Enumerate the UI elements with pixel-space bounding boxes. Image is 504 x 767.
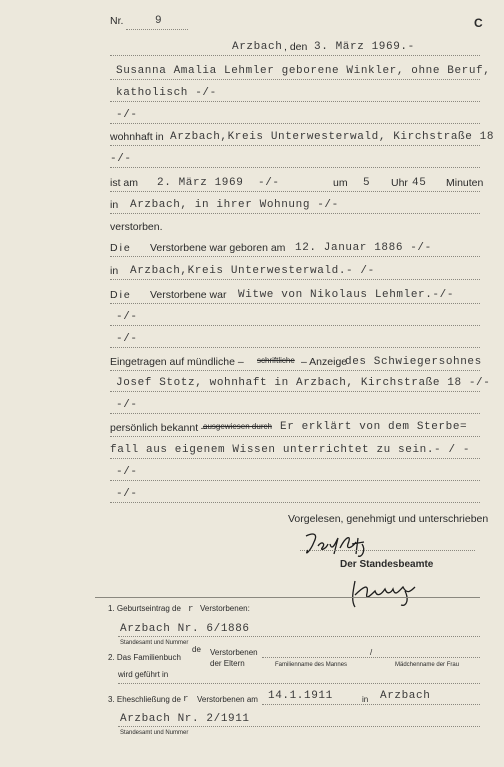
death-dash: -/-	[258, 177, 280, 189]
rule	[262, 704, 480, 705]
rule	[110, 191, 480, 192]
um-label: um	[333, 177, 348, 189]
birth-place: Arzbach,Kreis Unterwesterwald.- /-	[130, 265, 375, 277]
item3-caption: Standesamt und Nummer	[120, 730, 189, 736]
rule	[110, 145, 480, 146]
registration-value4: fall aus eigenem Wissen unterrichtet zu sein.- / -	[110, 444, 471, 456]
rule	[110, 213, 480, 214]
item1-caption: Standesamt und Nummer	[120, 640, 189, 646]
rule	[110, 79, 480, 80]
item1-typed: r	[188, 604, 195, 614]
registration-blank2: -/-	[116, 466, 138, 478]
informant-signature	[300, 530, 372, 562]
rule	[110, 101, 480, 102]
death-date: 2. März 1969	[157, 177, 244, 189]
death-minute: 45	[412, 177, 427, 189]
rule	[118, 683, 480, 684]
date-place: Arzbach	[232, 41, 283, 53]
eingetragen-label: Eingetragen auf mündliche –	[110, 356, 244, 368]
registration-value2: Josef Stotz, wohnhaft in Arzbach, Kirchstraße 18 -/-	[116, 377, 491, 389]
rule	[110, 413, 480, 414]
rule	[110, 303, 480, 304]
uhr-label: Uhr	[391, 177, 408, 189]
item2-label: 2. Das Familienbuch	[108, 653, 181, 662]
bekannt-label: persönlich bekannt –	[110, 422, 207, 434]
rule	[118, 726, 480, 727]
status-label: Verstorbene war	[150, 289, 227, 301]
standesbeamte-label: Der Standesbeamte	[340, 559, 434, 570]
rule	[110, 325, 480, 326]
item3-value: Arzbach Nr. 2/1911	[120, 713, 250, 725]
birth-date: 12. Januar 1886 -/-	[295, 242, 432, 254]
nr-label: Nr.	[110, 15, 124, 27]
vorgelesen-label: Vorgelesen, genehmigt und unterschrieben	[288, 513, 489, 525]
rule	[110, 391, 480, 392]
geboren-label: Verstorbene war geboren am	[150, 242, 286, 254]
verstorben-label: verstorben.	[110, 221, 163, 233]
item1-value: Arzbach Nr. 6/1886	[120, 623, 250, 635]
status-die: Die	[110, 289, 132, 301]
deceased-blank2: -/-	[110, 153, 132, 165]
item2-eltern: der Eltern	[210, 659, 245, 668]
date-den: , den	[284, 41, 308, 53]
birth-die: Die	[110, 242, 132, 254]
date-value: 3. März 1969.-	[314, 41, 415, 53]
item3-place: Arzbach	[380, 690, 431, 702]
footer-divider	[95, 597, 480, 598]
eingetragen-struck: schriftliche	[257, 356, 295, 365]
item2-verstorbenen: Verstorbenen	[210, 648, 258, 657]
death-in-label: in	[110, 199, 119, 211]
wohnhaft-value: Arzbach,Kreis Unterwesterwald, Kirchstraße 18	[170, 131, 495, 143]
rule	[110, 458, 480, 459]
registration-value1: des Schwiegersohnes	[345, 356, 482, 368]
item2-de: de	[192, 645, 201, 654]
item3-label: 3. Eheschließung de	[108, 695, 181, 704]
deceased-blank1: -/-	[116, 109, 138, 121]
deceased-religion: katholisch -/-	[116, 87, 217, 99]
rule	[110, 55, 480, 56]
registration-blank3: -/-	[116, 488, 138, 500]
nr-rule	[126, 29, 188, 30]
item3-typed: r	[183, 694, 190, 704]
rule	[110, 167, 480, 168]
item2-slash: /	[370, 648, 373, 657]
anzeige-label: – Anzeige	[301, 356, 348, 368]
rule	[110, 436, 480, 437]
item2-caption-frau: Mädchenname der Frau	[395, 662, 460, 668]
item2-wird: wird geführt in	[118, 670, 169, 679]
bekannt-struck: ausgewiesen durch	[203, 422, 272, 431]
rule	[118, 636, 480, 637]
rule	[110, 347, 480, 348]
status-blank2: -/-	[116, 333, 138, 345]
item1-label: 1. Geburtseintrag de	[108, 604, 181, 613]
item3-in: in	[362, 695, 369, 704]
rule	[300, 550, 475, 551]
item2-caption-mann: Familienname des Mannes	[275, 662, 348, 668]
wohnhaft-label: wohnhaft in	[110, 131, 164, 143]
death-place: Arzbach, in ihrer Wohnung -/-	[130, 199, 339, 211]
minuten-label: Minuten	[446, 177, 484, 189]
rule	[110, 502, 480, 503]
registration-blank: -/-	[116, 399, 138, 411]
registration-value3: Er erklärt von dem Sterbe=	[280, 421, 468, 433]
deceased-name: Susanna Amalia Lehmler geborene Winkler, ohne Beruf,	[116, 65, 491, 77]
official-signature	[345, 577, 423, 611]
rule	[110, 123, 480, 124]
rule	[262, 657, 480, 658]
rule	[110, 370, 480, 371]
ist-am-label: ist am	[110, 177, 139, 189]
birth-in-label: in	[110, 265, 119, 277]
item3-label2: Verstorbenen am	[197, 695, 258, 704]
death-hour: 5	[363, 177, 371, 189]
nr-value: 9	[155, 15, 163, 27]
rule	[110, 480, 480, 481]
rule	[110, 279, 480, 280]
status-value: Witwe von Nikolaus Lehmler.-/-	[238, 289, 455, 301]
status-blank1: -/-	[116, 311, 138, 323]
item3-date: 14.1.1911	[268, 690, 333, 702]
corner-letter: C	[474, 16, 483, 30]
item1-label2: Verstorbenen:	[200, 604, 250, 613]
rule	[110, 256, 480, 257]
